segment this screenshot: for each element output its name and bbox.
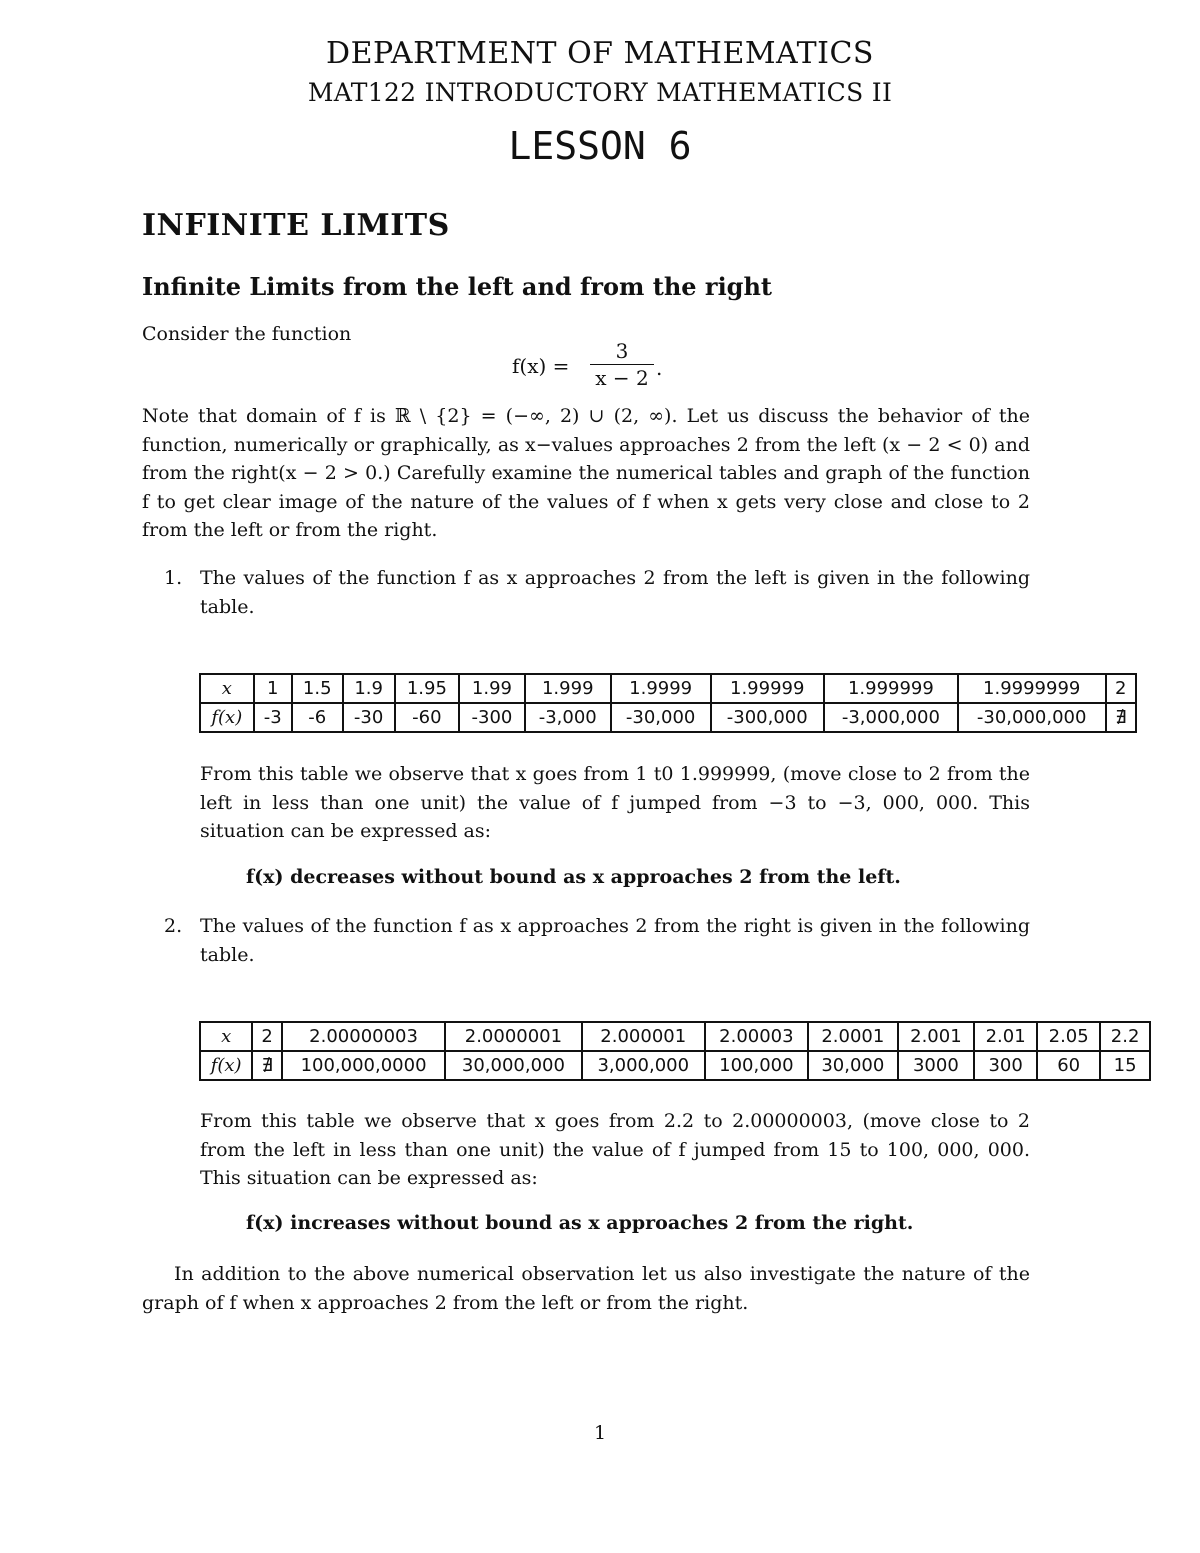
table-cell: 300	[974, 1051, 1037, 1080]
table-cell: 1.999999	[824, 674, 958, 703]
department-title: DEPARTMENT OF MATHEMATICS	[326, 36, 874, 71]
table-cell: 3000	[898, 1051, 974, 1080]
section-title: INFINITE LIMITS	[142, 208, 450, 243]
table-cell: 15	[1100, 1051, 1150, 1080]
table-cell: -60	[395, 703, 460, 732]
table-row-x	[200, 1022, 1150, 1051]
table-cell: 1.9999	[611, 674, 711, 703]
table-cell: 1.95	[395, 674, 460, 703]
table-cell: 60	[1037, 1051, 1100, 1080]
table-cell: 2.05	[1037, 1022, 1100, 1051]
table-cell: 2.000001	[582, 1022, 705, 1051]
formula-lhs: f(x) =	[512, 354, 570, 378]
observation-right: From this table we observe that x goes from 2.2 to 2.00000003, (move close to 2 from the left in less than one unit) the value of f jumped from 15 to 100, 000, 000. This situation can be expressed as:	[200, 1110, 1030, 1189]
table-cell: 2	[252, 1022, 282, 1051]
table-cell: 1	[254, 674, 292, 703]
table-cell: 2.2	[1100, 1022, 1150, 1051]
table-cell: -30,000	[611, 703, 711, 732]
table-row-x	[200, 674, 1136, 703]
table-cell: 1.5	[292, 674, 343, 703]
table-cell: 100,000	[705, 1051, 808, 1080]
table-cell: 2.0001	[808, 1022, 898, 1051]
table-row-fx	[200, 1051, 1150, 1080]
table-cell: 30,000	[808, 1051, 898, 1080]
observation-left: From this table we observe that x goes from 1 t0 1.999999, (move close to 2 from the left in less than one unit) the value of f jumped from −3 to −3, 000, 000. This situation can be expressed as:	[200, 763, 1030, 842]
formula-fraction	[590, 338, 654, 391]
table-cell: -3,000,000	[824, 703, 958, 732]
subsection-title: Infinite Limits from the left and from the right	[142, 272, 772, 301]
list-item-text: The values of the function f as x approaches 2 from the right is given in the following table.	[200, 915, 1030, 966]
formula-numerator: 3	[615, 339, 629, 363]
table-cell: -30,000,000	[958, 703, 1106, 732]
table-cell: 2.00003	[705, 1022, 808, 1051]
table-cell: 1.9999999	[958, 674, 1106, 703]
table-cell: 2.00000003	[282, 1022, 445, 1051]
table-cell: 2.0000001	[445, 1022, 582, 1051]
table-row-fx	[200, 703, 1136, 732]
table-cell: 3,000,000	[582, 1051, 705, 1080]
table-cell: 1.99	[459, 674, 525, 703]
table-cell: -3,000	[525, 703, 611, 732]
table-cell: 100,000,0000	[282, 1051, 445, 1080]
table-header-x: x	[200, 1022, 252, 1051]
table-cell: 1.9	[343, 674, 395, 703]
table-cell: ∄	[252, 1051, 282, 1080]
table-cell: 1.99999	[711, 674, 824, 703]
course-title: MAT122 INTRODUCTORY MATHEMATICS II	[307, 78, 893, 107]
table-header-fx: f(x)	[200, 1051, 252, 1080]
table-cell: -3	[254, 703, 292, 732]
list-item-number: 1.	[164, 567, 183, 589]
table-cell: 1.999	[525, 674, 611, 703]
table-cell: 30,000,000	[445, 1051, 582, 1080]
table-cell: -300,000	[711, 703, 824, 732]
table-cell: -30	[343, 703, 395, 732]
table-cell: 2	[1106, 674, 1137, 703]
list-item-2	[164, 912, 1030, 969]
left-limit-table	[199, 673, 1137, 733]
list-item-1	[164, 564, 1030, 621]
table-cell: -6	[292, 703, 343, 732]
formula-period: .	[656, 356, 663, 380]
intro-text: Consider the function	[142, 323, 352, 345]
lesson-title: LESSON 6	[508, 124, 692, 168]
table-cell: 2.01	[974, 1022, 1037, 1051]
list-item-text: The values of the function f as x approaches 2 from the left is given in the following table.	[200, 567, 1030, 618]
table-header-x: x	[200, 674, 254, 703]
formula-denominator: x − 2	[595, 366, 649, 390]
table-cell: ∄	[1106, 703, 1137, 732]
page-number: 1	[593, 1422, 607, 1444]
conclusion-right: f(x) increases without bound as x approaches 2 from the right.	[246, 1212, 914, 1234]
domain-paragraph: Note that domain of f is ℝ \ {2} = (−∞, 2) ∪ (2, ∞). Let us discuss the behavior of the function, numerically or graphically, as x−values approaches 2 from the left (x − 2 < 0) and from the right(x − 2 > 0.) Carefully examine the numerical tables and graph of the function f to get clear image of the nature of the values of f when x gets very close and close to 2 from the left or from the right.	[142, 405, 1030, 541]
right-limit-table	[199, 1021, 1151, 1081]
closing-paragraph: In addition to the above numerical observation let us also investigate the nature of the graph of f when x approaches 2 from the left or from the right.	[142, 1263, 1030, 1314]
table-cell: 2.001	[898, 1022, 974, 1051]
conclusion-left: f(x) decreases without bound as x approaches 2 from the left.	[246, 866, 901, 888]
table-header-fx: f(x)	[200, 703, 254, 732]
table-cell: -300	[459, 703, 525, 732]
list-item-number: 2.	[164, 915, 183, 937]
